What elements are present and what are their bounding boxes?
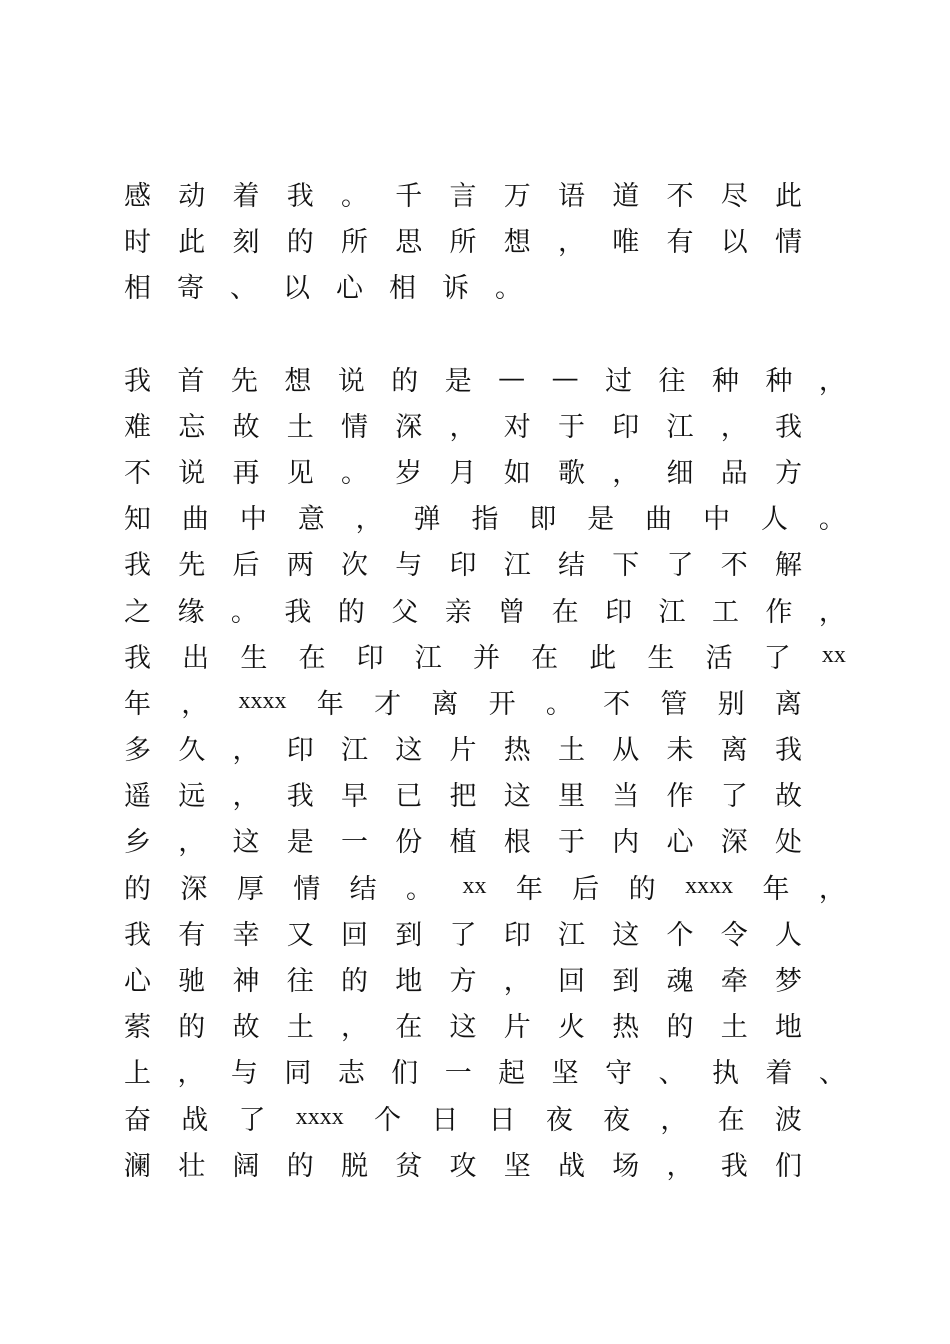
glyph: 上	[124, 1058, 151, 1090]
glyph: 先	[178, 550, 206, 582]
glyph: 这	[449, 1012, 477, 1044]
glyph: 有	[666, 226, 694, 258]
glyph: 贫	[395, 1150, 423, 1182]
text-line	[124, 540, 802, 586]
glyph: 片	[449, 735, 477, 767]
glyph: 地	[395, 966, 423, 998]
glyph: 的	[124, 873, 151, 905]
glyph: ，	[181, 688, 209, 720]
glyph: 见	[286, 457, 314, 489]
glyph: 人	[775, 919, 802, 951]
glyph: 印	[449, 550, 477, 582]
glyph: 次	[341, 550, 368, 582]
glyph: 此	[589, 642, 617, 674]
glyph: 又	[286, 919, 314, 951]
glyph: 乡	[124, 827, 151, 859]
glyph: 脱	[341, 1150, 368, 1182]
glyph: 我	[124, 550, 151, 582]
text-line	[124, 216, 802, 262]
glyph: 万	[503, 180, 531, 212]
glyph: 首	[177, 365, 205, 397]
glyph: 解	[775, 550, 802, 582]
glyph: 把	[449, 781, 477, 813]
glyph: 志	[337, 1058, 365, 1090]
paragraph-1	[124, 170, 846, 309]
glyph: 种	[711, 365, 739, 397]
glyph: 亲	[444, 596, 472, 628]
glyph: 指	[471, 504, 499, 536]
glyph: 是	[444, 365, 472, 397]
glyph: 幸	[232, 919, 260, 951]
glyph: 同	[284, 1058, 312, 1090]
glyph: 到	[612, 966, 640, 998]
glyph: 出	[182, 642, 210, 674]
glyph: 缘	[177, 596, 205, 628]
glyph: 所	[449, 226, 477, 258]
glyph: 忘	[178, 411, 206, 443]
glyph: 我	[124, 365, 151, 397]
glyph: 诉	[442, 272, 469, 304]
glyph: 处	[775, 827, 802, 859]
text-line	[124, 1048, 846, 1094]
glyph: 管	[660, 688, 688, 720]
glyph: 着	[232, 180, 260, 212]
glyph: 战	[181, 1104, 209, 1136]
glyph: 江	[414, 642, 442, 674]
glyph: 意	[297, 504, 325, 536]
glyph: 份	[395, 827, 423, 859]
glyph: 江	[558, 919, 585, 951]
glyph: 曾	[498, 596, 526, 628]
glyph: 相	[389, 272, 416, 304]
glyph: 方	[775, 457, 802, 489]
glyph: 想	[503, 226, 531, 258]
glyph: 难	[124, 411, 151, 443]
glyph: 说	[178, 457, 206, 489]
glyph: 印	[605, 596, 633, 628]
glyph: 遥	[124, 781, 151, 813]
glyph: 故	[775, 781, 802, 813]
glyph: 知	[124, 504, 151, 536]
glyph: 后	[572, 873, 600, 905]
glyph: 生	[240, 642, 268, 674]
glyph: ，	[612, 457, 640, 489]
glyph: 即	[529, 504, 557, 536]
glyph: 结	[349, 873, 377, 905]
glyph: 热	[503, 735, 531, 767]
glyph: 到	[395, 919, 423, 951]
text-line	[124, 494, 846, 540]
glyph: 细	[666, 457, 694, 489]
paragraph-2	[124, 355, 846, 1186]
glyph: 是	[286, 827, 314, 859]
glyph: 已	[395, 781, 423, 813]
glyph: 于	[558, 411, 585, 443]
glyph: 我	[775, 735, 802, 767]
glyph: 牵	[720, 966, 748, 998]
text-line	[124, 678, 802, 724]
glyph: 月	[449, 457, 477, 489]
glyph: 。	[818, 504, 846, 536]
glyph: 印	[612, 411, 640, 443]
glyph: 场	[612, 1150, 640, 1182]
text-line	[124, 1140, 802, 1186]
glyph: 我	[286, 781, 314, 813]
glyph: 开	[488, 688, 516, 720]
glyph: 的	[391, 365, 419, 397]
glyph: 守	[605, 1058, 633, 1090]
glyph: 有	[178, 919, 206, 951]
text-line	[124, 955, 802, 1001]
text-line	[124, 1094, 802, 1140]
glyph: 于	[558, 827, 585, 859]
glyph: 的	[337, 596, 365, 628]
glyph: 离	[774, 688, 802, 720]
glyph: 所	[341, 226, 368, 258]
glyph: 年	[762, 873, 790, 905]
glyph: 波	[774, 1104, 802, 1136]
text-line	[124, 401, 802, 447]
glyph: 相	[124, 272, 151, 304]
glyph: 尽	[720, 180, 748, 212]
glyph: 魂	[666, 966, 694, 998]
glyph: 了	[238, 1104, 266, 1136]
text-line	[124, 447, 802, 493]
glyph: xx	[462, 872, 487, 899]
glyph: 言	[449, 180, 477, 212]
glyph: 了	[449, 919, 477, 951]
glyph: 往	[658, 365, 686, 397]
glyph: 生	[647, 642, 675, 674]
glyph: 夜	[603, 1104, 631, 1136]
glyph: 唯	[612, 226, 640, 258]
glyph: 下	[612, 550, 640, 582]
glyph: 深	[180, 873, 208, 905]
glyph: 刻	[232, 226, 260, 258]
glyph: 萦	[124, 1012, 151, 1044]
glyph: 离	[431, 688, 459, 720]
glyph: 之	[124, 596, 151, 628]
glyph: 的	[286, 226, 314, 258]
glyph: 江	[658, 596, 686, 628]
glyph: 的	[666, 1012, 694, 1044]
glyph: 才	[374, 688, 402, 720]
glyph: 令	[720, 919, 748, 951]
text-line	[124, 632, 846, 678]
glyph: 土	[286, 411, 314, 443]
glyph: 一	[444, 1058, 472, 1090]
glyph: ，	[232, 735, 260, 767]
text-line	[124, 817, 802, 863]
glyph: 、	[658, 1058, 686, 1090]
glyph: ，	[177, 1058, 205, 1090]
glyph: —	[498, 362, 526, 394]
text-line	[124, 863, 846, 909]
glyph: 火	[558, 1012, 585, 1044]
glyph: 是	[587, 504, 615, 536]
text-line	[124, 1002, 802, 1048]
glyph: 这	[395, 735, 423, 767]
glyph: 日	[431, 1104, 459, 1136]
glyph: ，	[232, 781, 260, 813]
glyph: 从	[612, 735, 640, 767]
glyph: 情	[775, 226, 802, 258]
glyph: 离	[720, 735, 748, 767]
glyph: 这	[612, 919, 640, 951]
glyph: xxxx	[685, 872, 734, 899]
glyph: 故	[232, 411, 260, 443]
glyph: 。	[341, 180, 368, 212]
glyph: 后	[232, 550, 260, 582]
glyph: 道	[612, 180, 640, 212]
glyph: 印	[503, 919, 531, 951]
glyph: 个	[374, 1104, 402, 1136]
glyph: 心	[336, 272, 363, 304]
glyph: 我	[775, 411, 802, 443]
glyph: 。	[406, 873, 434, 905]
glyph: 以	[283, 272, 310, 304]
glyph: 了	[763, 642, 791, 674]
glyph: 、	[818, 1058, 846, 1090]
glyph: 方	[449, 966, 477, 998]
glyph: 奋	[124, 1104, 151, 1136]
glyph: 早	[341, 781, 368, 813]
glyph: 往	[286, 966, 314, 998]
glyph: 了	[666, 550, 694, 582]
glyph: 年	[515, 873, 543, 905]
glyph: xxxx	[295, 1103, 344, 1130]
glyph: 厚	[236, 873, 264, 905]
glyph: 。	[341, 457, 368, 489]
glyph: 先	[230, 365, 258, 397]
glyph: 歌	[558, 457, 585, 489]
glyph: 坚	[551, 1058, 579, 1090]
text-line	[124, 170, 802, 216]
glyph: 两	[286, 550, 314, 582]
glyph: 澜	[124, 1150, 151, 1182]
glyph: 们	[775, 1150, 802, 1182]
glyph: 我	[286, 180, 314, 212]
glyph: 在	[717, 1104, 745, 1136]
glyph: 回	[341, 919, 368, 951]
glyph: 一	[341, 827, 368, 859]
glyph: 土	[558, 735, 585, 767]
glyph: xxxx	[238, 687, 287, 714]
glyph: 个	[666, 919, 694, 951]
glyph: 战	[558, 1150, 585, 1182]
glyph: ，	[178, 827, 206, 859]
glyph: —	[551, 362, 579, 394]
glyph: xx	[821, 641, 846, 668]
glyph: 地	[775, 1012, 802, 1044]
glyph: 作	[765, 596, 793, 628]
glyph: 对	[503, 411, 531, 443]
glyph: ，	[818, 873, 846, 905]
glyph: 如	[503, 457, 531, 489]
glyph: 活	[705, 642, 733, 674]
glyph: 印	[356, 642, 384, 674]
glyph: 人	[760, 504, 788, 536]
glyph: 印	[286, 735, 314, 767]
glyph: 在	[531, 642, 559, 674]
glyph: 里	[558, 781, 585, 813]
text-line	[124, 909, 802, 955]
glyph: 执	[711, 1058, 739, 1090]
glyph: 根	[503, 827, 531, 859]
glyph: 在	[395, 1012, 423, 1044]
glyph: 感	[124, 180, 151, 212]
text-line	[124, 771, 802, 817]
glyph: 作	[666, 781, 694, 813]
glyph: 江	[666, 411, 694, 443]
glyph: 坚	[503, 1150, 531, 1182]
glyph: 语	[558, 180, 585, 212]
glyph: 这	[232, 827, 260, 859]
glyph: 情	[293, 873, 321, 905]
glyph: ，	[558, 226, 585, 258]
glyph: 梦	[775, 966, 802, 998]
glyph: 此	[178, 226, 206, 258]
glyph: 不	[666, 180, 694, 212]
glyph: 。	[545, 688, 573, 720]
glyph: 江	[503, 550, 531, 582]
glyph: 的	[178, 1012, 206, 1044]
glyph: 。	[495, 272, 522, 304]
glyph: 曲	[181, 504, 209, 536]
glyph: 再	[232, 457, 260, 489]
glyph: ，	[341, 1012, 368, 1044]
glyph: 江	[341, 735, 368, 767]
glyph: 这	[503, 781, 531, 813]
glyph: 千	[395, 180, 423, 212]
glyph: 、	[230, 272, 257, 304]
glyph: ，	[449, 411, 477, 443]
glyph: 的	[628, 873, 656, 905]
glyph: 别	[717, 688, 745, 720]
glyph: 中	[703, 504, 731, 536]
glyph: 我	[720, 1150, 748, 1182]
glyph: 多	[124, 735, 151, 767]
glyph: 工	[711, 596, 739, 628]
glyph: 中	[239, 504, 267, 536]
glyph: 驰	[178, 966, 206, 998]
glyph: 心	[666, 827, 694, 859]
glyph: ，	[818, 596, 846, 628]
glyph: 思	[395, 226, 423, 258]
glyph: 夜	[545, 1104, 573, 1136]
glyph: 片	[503, 1012, 531, 1044]
text-line	[124, 355, 846, 401]
glyph: 当	[612, 781, 640, 813]
glyph: 深	[395, 411, 423, 443]
glyph: 热	[612, 1012, 640, 1044]
glyph: ，	[503, 966, 531, 998]
glyph: 我	[124, 919, 151, 951]
glyph: 壮	[178, 1150, 206, 1182]
glyph: 并	[472, 642, 500, 674]
glyph: ，	[666, 1150, 694, 1182]
glyph: 的	[341, 966, 368, 998]
glyph: 过	[605, 365, 633, 397]
glyph: 深	[720, 827, 748, 859]
glyph: 土	[720, 1012, 748, 1044]
glyph: 不	[603, 688, 631, 720]
glyph: 土	[286, 1012, 314, 1044]
glyph: 阔	[232, 1150, 260, 1182]
glyph: 。	[230, 596, 258, 628]
text-line	[124, 586, 846, 632]
glyph: 神	[232, 966, 260, 998]
glyph: 品	[720, 457, 748, 489]
glyph: 与	[395, 550, 423, 582]
glyph: 我	[284, 596, 312, 628]
glyph: 不	[720, 550, 748, 582]
glyph: 远	[178, 781, 206, 813]
glyph: 久	[178, 735, 206, 767]
glyph: ，	[355, 504, 383, 536]
glyph: 在	[551, 596, 579, 628]
glyph: 不	[124, 457, 151, 489]
glyph: ，	[660, 1104, 688, 1136]
glyph: ，	[720, 411, 748, 443]
glyph: 曲	[645, 504, 673, 536]
glyph: 心	[124, 966, 151, 998]
glyph: 此	[775, 180, 802, 212]
glyph: 时	[124, 226, 151, 258]
glyph: 想	[284, 365, 312, 397]
glyph: 在	[298, 642, 326, 674]
glyph: 日	[488, 1104, 516, 1136]
glyph: 父	[391, 596, 419, 628]
glyph: 着	[765, 1058, 793, 1090]
glyph: 寄	[177, 272, 204, 304]
glyph: 攻	[449, 1150, 477, 1182]
glyph: 们	[391, 1058, 419, 1090]
glyph: 的	[286, 1150, 314, 1182]
glyph: 动	[178, 180, 206, 212]
glyph: 故	[232, 1012, 260, 1044]
glyph: ，	[818, 365, 846, 397]
glyph: 回	[558, 966, 585, 998]
glyph: 植	[449, 827, 477, 859]
glyph: 我	[124, 642, 151, 674]
glyph: 年	[124, 688, 151, 720]
glyph: 与	[230, 1058, 258, 1090]
glyph: 了	[720, 781, 748, 813]
glyph: 情	[341, 411, 368, 443]
text-line	[124, 262, 846, 308]
glyph: 年	[316, 688, 344, 720]
glyph: 弹	[413, 504, 441, 536]
glyph: 岁	[395, 457, 423, 489]
glyph: 说	[337, 365, 365, 397]
glyph: 起	[498, 1058, 526, 1090]
text-line	[124, 725, 802, 771]
glyph: 内	[612, 827, 640, 859]
glyph: 未	[666, 735, 694, 767]
glyph: 种	[765, 365, 793, 397]
glyph: 结	[558, 550, 585, 582]
glyph: 以	[720, 226, 748, 258]
